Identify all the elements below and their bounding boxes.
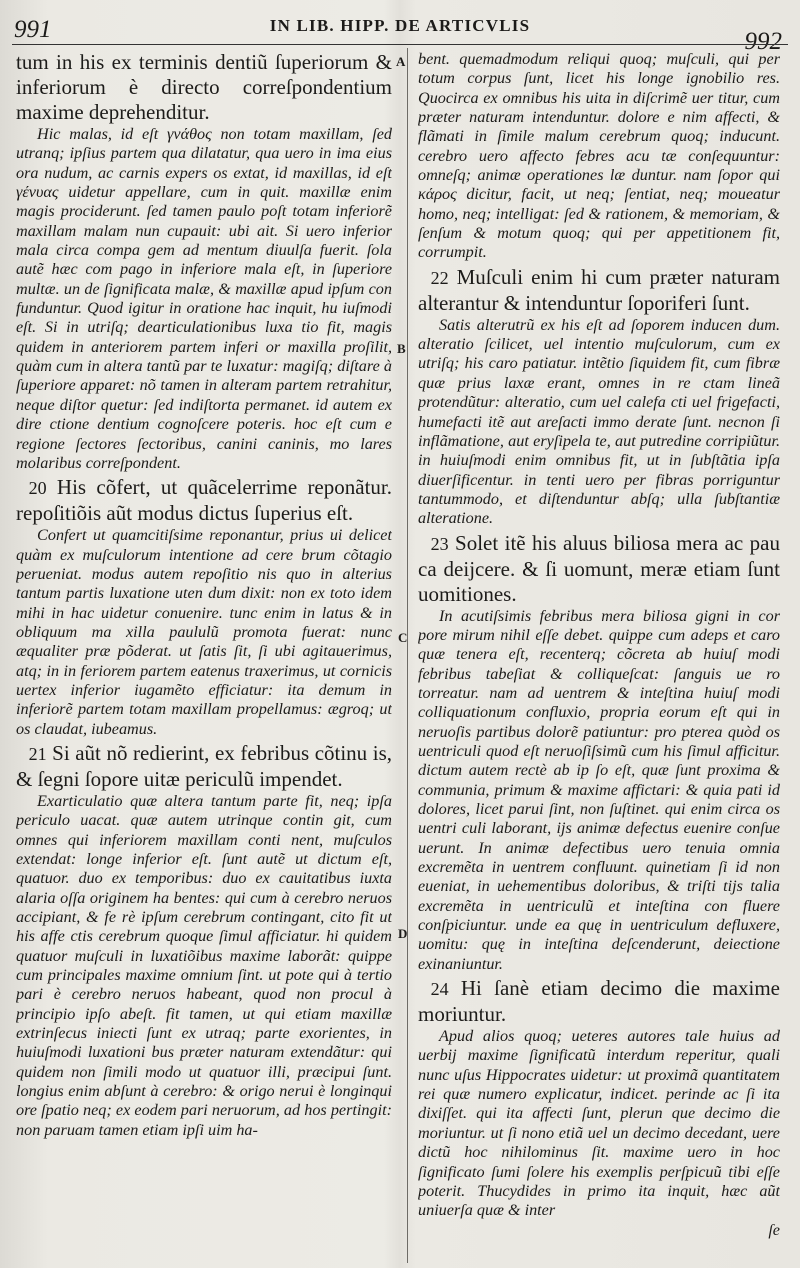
continuation-text: bent. quemadmodum reliqui quoq; muſculi, qui per totum corpus ſunt, licet his longe ignobilio res. Quocirca ex omnibus his uita in diſcrimẽ uer titur, cum præter naturam intenduntur. dolore e nim affecti, & flãmati in ſimile malum cerebrum quoq; inducunt. cerebro uero affecto febres acu tæ conſequuntur: omneſq; animæ operationes læ duntur. nam ſopor qui κάρος dicitur, facit, ut neq; ſentiat, neq; moueatur homo, neq; intelligat: ſed & rationem, & memoriam, & ſenſum & motum quoq; qui per appetitionem fit, corrumpit. xyxy=(418,50,780,262)
lemma-22 xyxy=(418,265,780,316)
lemma-number: 21 xyxy=(28,743,47,764)
continuation-text: tum in his ex terminis dentiũ ſuperiorum & inferiorum è directo correſpondentium maxime deprehenditur. xyxy=(16,50,392,124)
lemma-text: Si aũt nõ redierint, ex febribus cõtinu is, & ſegni ſopore uitæ periculũ impendet. xyxy=(16,740,392,791)
page-number-right: 992 xyxy=(744,28,782,55)
lemma-text: Hi ſanè etiam decimo die maxime moriuntur. xyxy=(418,976,780,1027)
lemma-number: 20 xyxy=(28,478,47,499)
margin-letter-d: D xyxy=(398,926,408,941)
right-column xyxy=(418,50,780,1260)
running-title: IN LIB. HIPP. DE ARTICVLIS xyxy=(269,16,531,35)
lemma-20 xyxy=(16,475,392,526)
running-head xyxy=(0,0,800,55)
page-number-left: 991 xyxy=(14,16,52,43)
commentary-paragraph: Confert ut quamcitiſsime reponantur, prius ui delicet quàm ex muſculorum intentione ad cere brum cõtagio perueniat. modus autem repoſitio nis quo in alterius tantum partis luxatione uten dum dixit: non ex toto idem mihi in hac uidetur conuenire. tunc enim in latus & in obliquum ma xilla paululũ promota fuerat: nunc æqualiter præ põderat. ut ſatis ſit, ſi ubi agitauerimus, atq; in in feriorem partem eatenus traxerimus, ut cornicis uertex inferior iugamẽto efficiatur: ita demum in inferiorẽ partem totam maxillam propellamus: ægroq; ut os claudat, iubeamus. xyxy=(16,526,392,738)
catchword: ſe xyxy=(768,1220,780,1239)
lemma-text: His cõfert, ut quãcelerrime reponãtur. repoſitiõis aũt modus dictus ſuperius eſt. xyxy=(16,475,392,526)
column-divider xyxy=(407,48,408,1263)
lemma-text: Solet itẽ his aluus biliosa mera ac pau ca deijcere. & ſi uomunt, meræ etiam ſunt uomitiones. xyxy=(418,530,780,606)
commentary-paragraph: Exarticulatio quæ altera tantum parte fit, neq; ipſa periculo uacat. quæ autem utrinque contin git, cum omnes qui inferiorem maxillam conti nent, muſculos extendat: longe inferior eſt. ſunt autẽ ut dictum eſt, quatuor. duo ex temporibus: duo ex cauitatibus iuxta alaria oſſa originem ha bentes: qui cum à cerebro neruos accipiant, & fe rè ipſum cerebrum contingant, cito fit ut his affe ctis cerebrum quoque ſimul afficiatur. hi quidem quatuor muſculi in luxatiõibus maxime laborãt: quippe cum principales maxime omnium ſint. ut pote qui à tertio pari è cerebro neruos habeant, quod non procul à principio ipſo abeſt. fit tamen, ut qui etiam maxillæ extrinſecus iniecti ſunt ex utraq; parte exorientes, in huiuſmodi luxationi bus præter naturam extendãtur: qui quidem non ſimili modo ut quatuor illi, præcipui ſunt. longius enim abſunt à cerebro: & origo nerui è longinqui ore ſpatio neq; ex eodem pari neruorum, ad hos pertingit: non paruam tamen etiam ipſi uim ha- xyxy=(16,791,392,1139)
commentary-paragraph: Satis alterutrũ ex his eſt ad ſoporem inducen dum. alteratio ſcilicet, uel intentio muſculorum, cum ex utriſq; his caro patiatur. intẽtio ſiquidem fit, cum fibræ quæ prius laxæ erant, omnes in re ctam lineã protendũtur: alteratio, cum uel calefa cti uel frigefacti, humefacti itẽ aut areſacti immo derate ſunt. necnon ſi inflãmatione, aut eryſipela te, aut putredine corripiũtur. in huiuſmodi enim omnibus fit, ut in ſubſtãtia ipſa diuerſificentur. in tenti uero per fibras porriguntur tantummodo, et diſtenduntur abſq; ulla ſubſtantiæ alteratione. xyxy=(418,315,780,528)
left-column xyxy=(16,50,392,1260)
margin-letter-a: A xyxy=(396,54,406,69)
lemma-number: 24 xyxy=(430,979,449,1000)
commentary-paragraph: Apud alios quoq; ueteres autores tale huius ad uerbij maxime ſignificatũ interdum reperitur, quali nunc uſus Hippocrates uidetur: ut proximã quantitatem rei quæ numero explicatur, indicet. perinde ac ſi ita dixiſſet. qui ita affecti ſunt, plerun que decimo die moriuntur. ut ſi nono etiã uel un decimo decedant, uere dictũ hoc nihilominus ſit. maxime uero in hoc ſignificato ſumi ſolere his exemplis perſpicuũ tibi eſſe poterit. Thucydides in primo ita inquit, hæc aũt uniuerſa quæ & inter xyxy=(418,1027,780,1220)
commentary-paragraph: Hic malas, id eſt γνάθος non totam maxillam, ſed utranq; ipſius partem qua dilatatur, qua uero in ima eius ora nudum, ac carnis expers os extat, id maxillas, id eſt γένυας uidetur appellare, cum in quit. maxillæ enim magis prociderunt. ſed tamen paulo poſt totam inferiorẽ maxillam malam nun cupauit: ubi ait. Si uero inferior mala circa compa gem ad mentum diuulſa fuerit. ſola autẽ hæc com pago in inferiore mala eſt, in ſuperiore multæ. un de ſignificata malæ, & maxillæ apud ipſum con funduntur. Quod igitur in oratione hac inquit, hu iuſmodi eſt. Si in utriſq; dearticulationibus luxa tio fit, magis quidem in anteriorem partem inferi or maxilla proſilit, quàm cum in altera tantũ par te luxatur: magiſq; diſtare à ſuperiore apparet: nõ tamen in alteram partem retrahitur, neque diſtor quetur: ſed indiſtorta permanet. id autem ex dire ctione dentium cognoſcere poteris. hoc eſt cum e regione ſectores ſectoribus, canini caninis, mo lares molaribus correſpondent. xyxy=(16,125,392,472)
header-rule xyxy=(12,44,788,45)
margin-letter-b: B xyxy=(397,341,406,356)
lemma-21 xyxy=(16,741,392,792)
lemma-number: 22 xyxy=(430,267,449,288)
lemma-text: Muſculi enim hi cum præter naturam alterantur & intenduntur ſoporiferi ſunt. xyxy=(418,264,780,315)
lemma-number: 23 xyxy=(430,533,449,554)
lemma-24 xyxy=(418,976,780,1027)
margin-letter-c: C xyxy=(398,630,408,645)
commentary-paragraph: In acutiſsimis febribus mera biliosa gigni in cor pore mirum nihil eſſe debet. quippe cum adeps et caro quæ tenera eſt, recenterq; cõcreta ab huiuſ modi febribus tabeſiat & colliqueſcat: ſanguis ue ro torreatur. nam ad uentrem & inteſtina huiuſ modi colliquationum confluxio, propria eorum eſt qui in neruoſis partibus dolorẽ patiuntur: pro pterea quòd os uentriculi quod eſt neruoſiſsimũ cum his ſimul afficitur. dictum autem rectè ab ip ſo eſt, quæ ſunt proxima & communia, primum & maxime affictari: & quia pati id dolores, licet parui ſint, non ſuſtinet. qui enim circa os uentri culi laborant, ijs animæ defectus euenire conſue uerunt. In animæ defectibus uero tenuia omnia excremẽta in uentrem confluunt. quinetiam ſi id non eueniat, in uehementibus doloribus, & triſti tijs talia excremẽta in uentriculũ et inteſtina con fluere conſpiciuntur. unde ea quę in uentriculum defluxere, uomitu: quę in inteſtina deſcenderunt, deiectione exinaniuntur. xyxy=(418,606,780,973)
lemma-23 xyxy=(418,531,780,607)
